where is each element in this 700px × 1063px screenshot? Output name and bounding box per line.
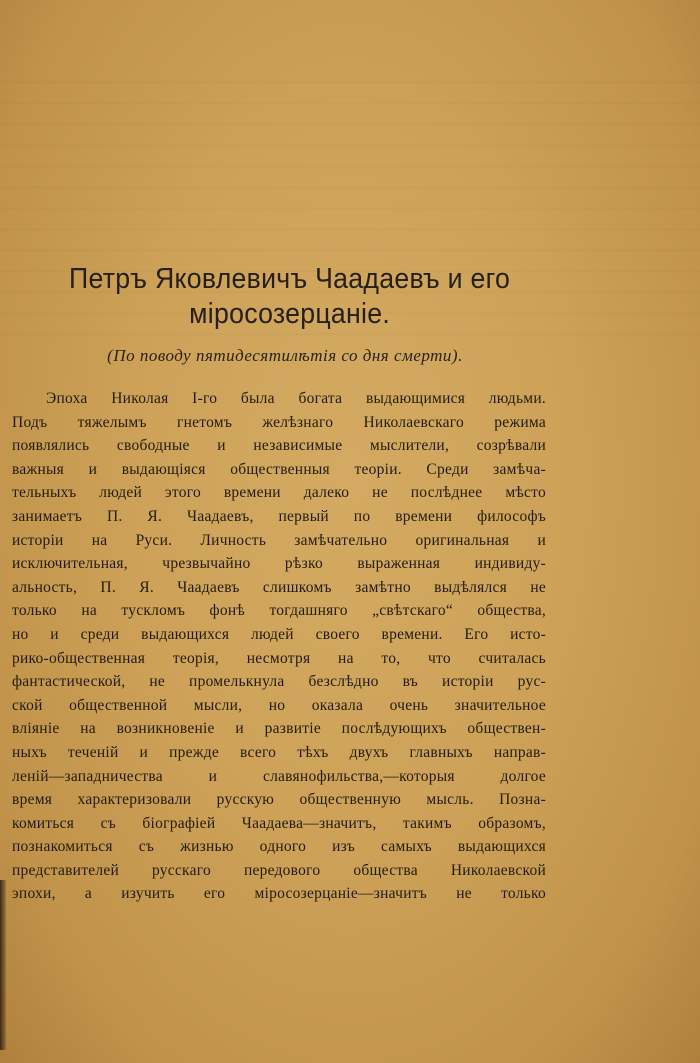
text-line: время характеризовали русскую общественную мысль. Позна- (12, 791, 546, 809)
article-title (23, 262, 547, 332)
title-line-2: міросозерцаніе. (189, 298, 391, 330)
text-line: вліяніе на возникновеніе и развитіе послѣдующихъ обществен- (12, 720, 546, 738)
text-line: важныя и выдающіяся общественныя теоріи. Среди замѣча- (12, 460, 546, 478)
text-line: ныхъ теченій и прежде всего тѣхъ двухъ главныхъ направ- (12, 743, 546, 761)
text-line: исторіи на Руси. Личность замѣчательно оригинальная и (12, 531, 546, 549)
text-line: занимаетъ П. Я. Чаадаевъ, первый по времени философъ (12, 507, 546, 525)
binding-edge-shadow (0, 880, 6, 1050)
text-line: фантастической, не промелькнула безслѣдно въ исторіи рус- (12, 673, 546, 691)
article-subtitle: (По поводу пятидесятилѣтія со дня смерти). (107, 346, 463, 365)
text-line: рико-общественная теорія, несмотря на то, что считалась (12, 649, 546, 667)
text-line: альность, П. Я. Чаадаевъ слишкомъ замѣтно выдѣлялся не (12, 578, 546, 596)
text-line: появлялись свободные и независимые мыслители, созрѣвали (12, 437, 546, 455)
text-line: исключительная, чрезвычайно рѣзко выраженная индивиду- (12, 555, 546, 573)
text-line: Эпоха Николая I-го была богата выдающимися людьми. (46, 390, 546, 407)
text-line: тельныхъ людей этого времени далеко не послѣднее мѣсто (12, 484, 546, 502)
text-line: но и среди выдающихся людей своего времени. Его исто- (12, 625, 546, 643)
title-line-1: Петръ Яковлевичъ Чаадаевъ и его (69, 263, 511, 295)
text-line: комиться съ біографіей Чаадаева—значитъ, такимъ образомъ, (12, 814, 546, 832)
text-line: познакомиться съ жизнью одного изъ самыхъ выдающихся (12, 838, 546, 856)
text-line: ской общественной мысли, но оказала очень значительное (12, 696, 546, 714)
text-line: леній—западничества и славянофильства,—которыя долгое (12, 767, 546, 785)
text-line: только на тускломъ фонѣ тогдашняго „свѣтскаго“ общества, (12, 602, 546, 620)
text-line: эпохи, а изучить его міросозерцаніе—значитъ не только (12, 885, 546, 903)
text-line: Подъ тяжелымъ гнетомъ желѣзнаго Николаевскаго режима (12, 413, 546, 431)
body-paragraph (12, 387, 546, 906)
text-line: представителей русскаго передового общества Николаевской (12, 861, 546, 879)
